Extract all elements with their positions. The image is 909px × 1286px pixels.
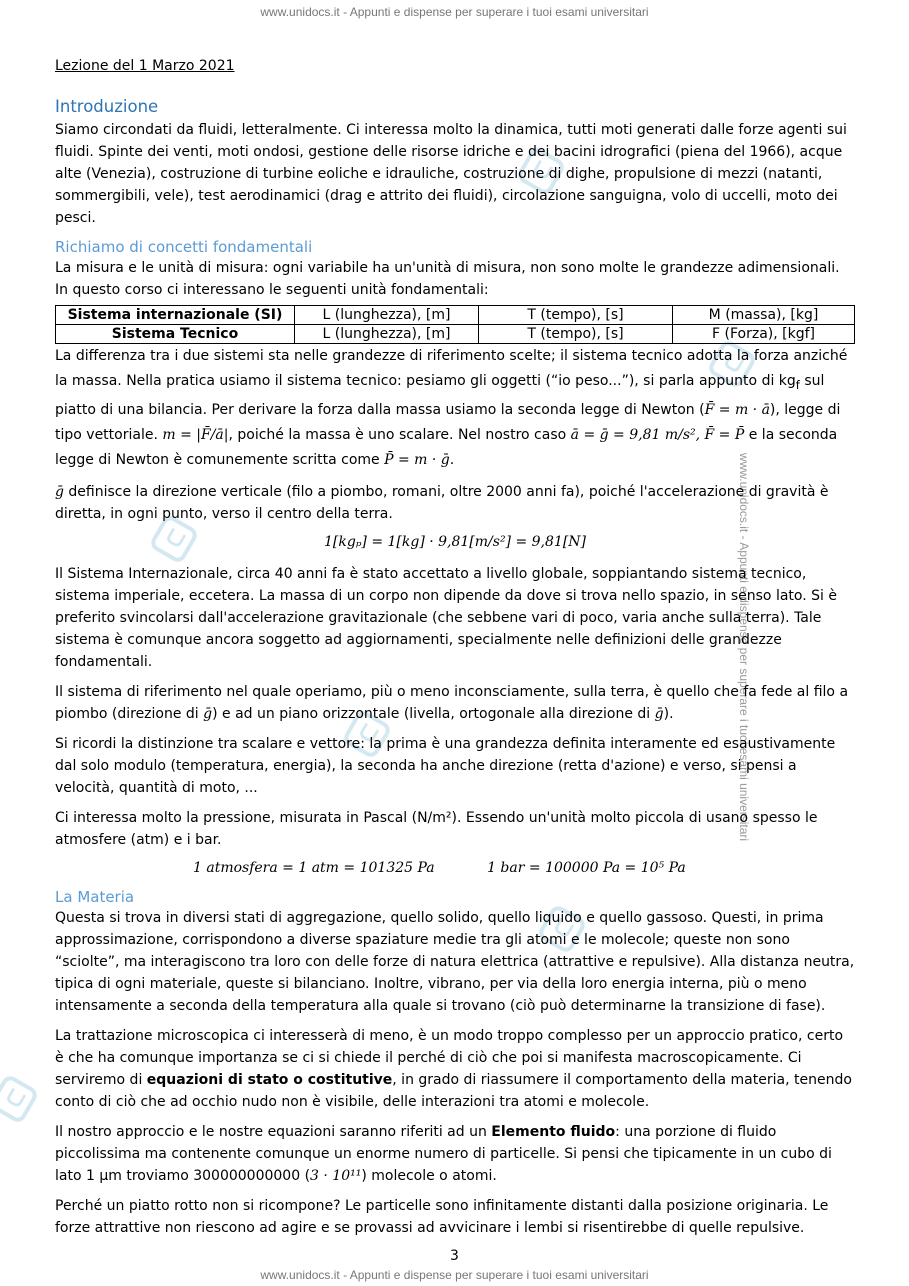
section-heading-matter: La Materia (55, 887, 135, 906)
table-cell: M (massa), [kg] (673, 306, 855, 325)
document-body (55, 55, 855, 1247)
table-row (56, 306, 855, 325)
equation-kgp: 1[kgₚ] = 1[kg] · 9,81[m/s²] = 9,81[N] (324, 533, 586, 550)
intro-paragraph: Siamo circondati da fluidi, letteralmente. Ci interessa molto la dinamica, tutti moti generati dalle forze agenti sui fluidi. Spinte dei venti, moti ondosi, gestione delle risorse idriche e dei bacini idrografici (piena del 1966), acque alte (Venezia), costruzione di turbine eoliche e idrauliche, costruzione di dighe, propulsione di mezzi (natanti, sommergibili, vele), test aerodinamici (drag e attrito dei fluidi), circolazione sanguigna, volo di uccelli, moto dei pesci. (55, 122, 847, 226)
table-cell: L (lunghezza), [m] (295, 306, 479, 325)
equation-atm: 1 atmosfera = 1 atm = 101325 Pa (193, 859, 435, 876)
concepts-paragraph-7: Ci interessa molto la pressione, misurata in Pascal (N/m²). Essendo un'unità molto piccola di usano spesso le atmosfere (atm) e i bar. (55, 809, 818, 848)
lesson-title: Lezione del 1 Marzo 2021 (55, 58, 235, 74)
concepts-paragraph-3: ḡ definisce la direzione verticale (filo a piombo, romani, oltre 2000 anni fa), poiché l'accelerazione di gravità è diretta, in ogni punto, verso il centro della terra. (55, 483, 829, 522)
equation-pressure (55, 857, 855, 879)
concepts-paragraph-4: Il Sistema Internazionale, circa 40 anni fa è stato accettato a livello globale, soppiantando sistema tecnico, sistema imperiale, eccetera. La massa di un corpo non dipende da dove si trova nello spazio, in senso lato. Si è preferito svincolarsi dall'accelerazione gravitazionale (che sebbene vari di poco, varia anche sulla terra). Tale sistema è comunque ancora soggetto ad aggiornamenti, specialmente nelle definizioni delle grandezze fondamentali. (55, 565, 837, 670)
page-number: 3 (450, 1248, 459, 1264)
concepts-paragraph-1: La misura e le unità di misura: ogni variabile ha un'unità di misura, non sono molte le grandezze adimensionali. In questo corso ci interessano le seguenti unità fondamentali: (55, 260, 840, 298)
equation-bar: 1 bar = 100000 Pa = 10⁵ Pa (487, 859, 686, 876)
matter-paragraph-4: Perché un piatto rotto non si ricompone? Le particelle sono infinitamente distanti dalla posizione originaria. Le forze attrattive non riescono ad agire e se provassi ad avvicinare i lembi si risentirebbe di quelle repulsive. (55, 1197, 829, 1236)
concepts-paragraph-6: Si ricordi la distinzione tra scalare e vettore: la prima è una grandezza definita interamente ed esaustivamente dal solo modulo (temperatura, energia), la seconda ha anche direzione (retta d'azione) e verso, si pensi a velocità, quantità di moto, ... (55, 735, 836, 796)
watermark-top: www.unidocs.it - Appunti e dispense per superare i tuoi esami universitari (260, 5, 649, 19)
watermark-logo-icon (0, 1073, 40, 1125)
watermark-bottom: www.unidocs.it - Appunti e dispense per superare i tuoi esami universitari (260, 1268, 649, 1282)
section-heading-concepts: Richiamo di concetti fondamentali (55, 238, 313, 256)
watermark-right: www.unidocs.it - Appunti e dispense per superare i tuoi esami universitari (737, 452, 752, 842)
section-heading-intro: Introduzione (55, 97, 159, 116)
table-cell: T (tempo), [s] (479, 325, 673, 344)
table-row (56, 325, 855, 344)
table-cell: F (Forza), [kgf] (673, 325, 855, 344)
matter-paragraph-3: Il nostro approccio e le nostre equazioni saranno riferiti ad un Elemento fluido: una porzione di fluido piccolissima ma contenente comunque un enorme numero di particelle. Si pensi che tipicamente in un cubo di lato 1 µm troviamo 300000000000 (3 · 10¹¹) molecole o atomi. (55, 1123, 832, 1184)
units-table (55, 305, 855, 344)
table-cell: L (lunghezza), [m] (295, 325, 479, 344)
table-cell: Sistema internazionale (SI) (56, 306, 295, 325)
table-cell: Sistema Tecnico (56, 325, 295, 344)
concepts-paragraph-2: La differenza tra i due sistemi sta nelle grandezze di riferimento scelte; il sistema tecnico adotta la forza anziché la massa. Nella pratica usiamo il sistema tecnico: pesiamo gli oggetti (“io peso...”), si parla appunto di $kg_f$ sul piatto di una bilancia. Per derivare la forza dalla massa usiamo la seconda legge di Newton (F̄ = m · ā), legge di tipo vettoriale. m = |F̄/ā|, poiché la massa è uno scalare. Nel nostro caso ā = ḡ = 9,81 m/s², F̄ = P̄ e la seconda legge di Newton è comunemente scritta come P̄ = m · ḡ. (55, 348, 848, 468)
concepts-paragraph-5: Il sistema di riferimento nel quale operiamo, più o meno inconsciamente, sulla terra, è quello che fa fede al filo a piombo (direzione di ḡ) e ad un piano orizzontale (livella, ortogonale alla direzione di ḡ). (55, 683, 849, 722)
matter-paragraph-2: La trattazione microscopica ci interesserà di meno, è un modo troppo complesso per un approccio pratico, certo è che ha comunque importanza se ci si chiede il perché di ciò che poi si manifesta macroscopicamente. Ci serviremo di equazioni di stato o costitutive, in grado di riassumere il comportamento della materia, tenendo conto di ciò che ad occhio nudo non è visibile, delle interazioni tra atomi e molecole. (55, 1027, 852, 1110)
matter-paragraph-1: Questa si trova in diversi stati di aggregazione, quello solido, quello liquido e quello gassoso. Questi, in prima approssimazione, corrispondono a diverse spaziature medie tra gli atomi e le molecole; queste non sono “sciolte”, ma interagiscono tra loro con delle forze di natura elettrica (attrattive e repulsive). Alla distanza neutra, tipica di ogni materiale, queste si bilanciano. Inoltre, vibrano, per via della loro energia interna, più o meno intensamente a seconda della temperatura alla quale si trovano (ciò può determinarne la transizione di fase). (55, 909, 855, 1014)
table-cell: T (tempo), [s] (479, 306, 673, 325)
